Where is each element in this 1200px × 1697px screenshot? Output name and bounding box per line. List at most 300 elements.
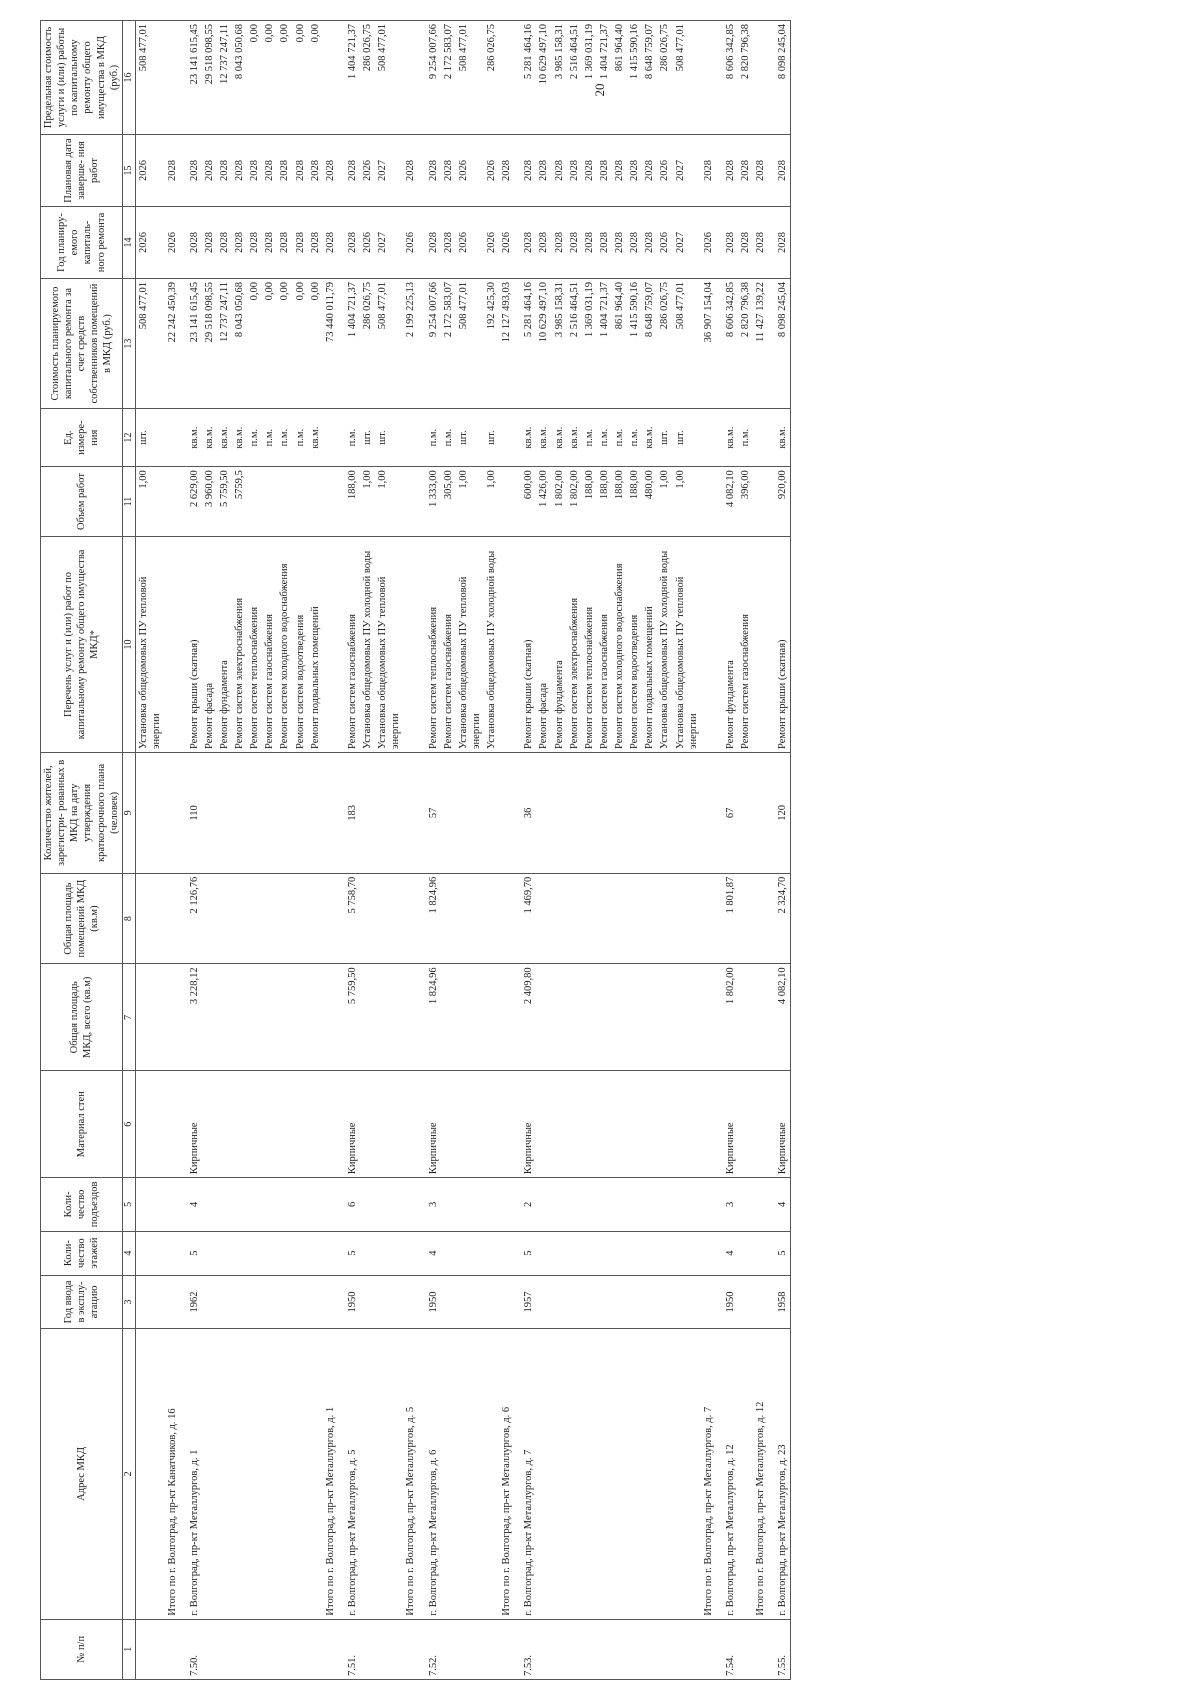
cell-col-13: 8 043 050,68 — [232, 279, 247, 409]
column-number: 15 — [122, 134, 136, 206]
cell-col-14: 2028 — [202, 206, 217, 278]
cell-col-16: 286 026,75 — [360, 21, 375, 135]
work-item-row — [567, 21, 582, 1680]
cell-col-8 — [499, 873, 514, 964]
cell-col-3 — [701, 1275, 716, 1328]
cell-col-5 — [536, 1178, 551, 1231]
cell-col-5 — [673, 1178, 701, 1231]
cell-col-14: 2028 — [753, 206, 768, 278]
cell-col-16: 286 026,75 — [484, 21, 499, 135]
cell-col-15: 2028 — [738, 134, 753, 206]
cell-col-7 — [738, 964, 753, 1071]
cell-col-3 — [202, 1275, 217, 1328]
cell-col-6: Кирпичные — [180, 1071, 202, 1178]
cell-col-11: 1 802,00 — [567, 467, 582, 537]
cell-col-8 — [753, 873, 768, 964]
cell-col-10: Установка общедомовых ПУ холодной воды — [360, 536, 375, 752]
cell-col-4 — [360, 1231, 375, 1275]
cell-col-2 — [642, 1329, 657, 1619]
cell-col-11 — [293, 467, 308, 537]
cell-col-13: 2 172 583,07 — [441, 279, 456, 409]
cell-col-11: 188,00 — [627, 467, 642, 537]
cell-col-2 — [567, 1329, 582, 1619]
cell-col-12: п.м. — [293, 409, 308, 467]
cell-col-16: 8 043 050,68 — [232, 21, 247, 135]
work-item-row — [360, 21, 375, 1680]
cell-col-16 — [403, 21, 418, 135]
cell-col-9 — [627, 752, 642, 873]
cell-col-1 — [136, 1619, 165, 1679]
cell-col-7: 4 082,10 — [768, 964, 791, 1071]
cell-col-3 — [657, 1275, 672, 1328]
cell-col-10: Ремонт систем газоснабжения — [338, 536, 360, 752]
cell-col-15: 2028 — [247, 134, 262, 206]
cell-col-1 — [323, 1619, 338, 1679]
cell-col-11: 188,00 — [582, 467, 597, 537]
cell-col-3: 1958 — [768, 1275, 791, 1328]
cell-col-11: 188,00 — [612, 467, 627, 537]
header-col-1: № п/п — [41, 1619, 123, 1679]
cell-col-7 — [232, 964, 247, 1071]
cell-col-5 — [567, 1178, 582, 1231]
cell-col-12: кв.м. — [716, 409, 738, 467]
cell-col-8: 1 469,70 — [514, 873, 536, 964]
cell-col-8 — [136, 873, 165, 964]
total-row — [323, 21, 338, 1680]
cell-col-4 — [202, 1231, 217, 1275]
cell-col-7 — [217, 964, 232, 1071]
cell-col-3: 1950 — [716, 1275, 738, 1328]
cell-col-7 — [499, 964, 514, 1071]
work-item-row — [536, 21, 551, 1680]
cell-col-8: 1 824,96 — [419, 873, 441, 964]
cell-col-13: 73 440 011,79 — [323, 279, 338, 409]
cell-col-9 — [536, 752, 551, 873]
cell-col-11 — [277, 467, 292, 537]
cell-col-14: 2026 — [165, 206, 180, 278]
cell-col-12 — [753, 409, 768, 467]
cell-col-8 — [360, 873, 375, 964]
table-body — [136, 21, 791, 1680]
cell-col-13: 508 477,01 — [136, 279, 165, 409]
cell-col-1 — [552, 1619, 567, 1679]
cell-col-5 — [308, 1178, 323, 1231]
cell-col-10: Ремонт систем водоотведения — [627, 536, 642, 752]
column-number: 1 — [122, 1619, 136, 1679]
cell-col-3 — [642, 1275, 657, 1328]
work-item-row — [627, 21, 642, 1680]
cell-col-2: г. Волгоград, пр-кт Металлургов, д. 23 — [768, 1329, 791, 1619]
cell-col-14: 2028 — [308, 206, 323, 278]
cell-col-8 — [441, 873, 456, 964]
cell-col-5 — [232, 1178, 247, 1231]
cell-col-5 — [375, 1178, 403, 1231]
cell-col-11 — [308, 467, 323, 537]
total-row — [499, 21, 514, 1680]
cell-col-8 — [484, 873, 499, 964]
work-item-row — [552, 21, 567, 1680]
cell-col-12: шт. — [136, 409, 165, 467]
cell-col-5 — [582, 1178, 597, 1231]
column-number: 2 — [122, 1329, 136, 1619]
cell-col-5 — [484, 1178, 499, 1231]
cell-col-5 — [701, 1178, 716, 1231]
column-number: 13 — [122, 279, 136, 409]
cell-col-9 — [567, 752, 582, 873]
cell-col-8 — [552, 873, 567, 964]
cell-col-7 — [673, 964, 701, 1071]
cell-col-15: 2026 — [360, 134, 375, 206]
cell-col-1 — [536, 1619, 551, 1679]
house-row — [716, 21, 738, 1680]
cell-col-12 — [323, 409, 338, 467]
cell-col-11: 1,00 — [456, 467, 484, 537]
cell-col-11: 1,00 — [657, 467, 672, 537]
cell-col-2: Итого по г. Волгоград, пр-кт Металлургов, д. 6 — [499, 1329, 514, 1619]
header-col-5: Коли- чество подъездов — [41, 1178, 123, 1231]
cell-col-13: 508 477,01 — [375, 279, 403, 409]
cell-col-4 — [247, 1231, 262, 1275]
cell-col-1 — [360, 1619, 375, 1679]
cell-col-5 — [456, 1178, 484, 1231]
cell-col-4 — [262, 1231, 277, 1275]
cell-col-12 — [403, 409, 418, 467]
cell-col-4 — [217, 1231, 232, 1275]
cell-col-16 — [499, 21, 514, 135]
cell-col-8 — [657, 873, 672, 964]
cell-col-5 — [360, 1178, 375, 1231]
cell-col-9: 183 — [338, 752, 360, 873]
cell-col-8 — [582, 873, 597, 964]
cell-col-6: Кирпичные — [514, 1071, 536, 1178]
cell-col-3: 1950 — [419, 1275, 441, 1328]
cell-col-6 — [293, 1071, 308, 1178]
cell-col-7 — [375, 964, 403, 1071]
cell-col-6 — [701, 1071, 716, 1178]
cell-col-5: 4 — [768, 1178, 791, 1231]
cell-col-15: 2026 — [484, 134, 499, 206]
cell-col-8 — [323, 873, 338, 964]
cell-col-14: 2028 — [514, 206, 536, 278]
cell-col-11: 4 082,10 — [716, 467, 738, 537]
header-col-11: Объем работ — [41, 467, 123, 537]
cell-col-2 — [202, 1329, 217, 1619]
cell-col-1 — [441, 1619, 456, 1679]
cell-col-16: 508 477,01 — [456, 21, 484, 135]
cell-col-2 — [738, 1329, 753, 1619]
cell-col-4 — [657, 1231, 672, 1275]
cell-col-15: 2028 — [582, 134, 597, 206]
cell-col-14: 2028 — [627, 206, 642, 278]
total-row — [165, 21, 180, 1680]
work-item-row — [456, 21, 484, 1680]
cell-col-7 — [567, 964, 582, 1071]
work-item-row — [657, 21, 672, 1680]
cell-col-2: г. Волгоград, пр-кт Металлургов, д. 6 — [419, 1329, 441, 1619]
cell-col-12: шт. — [360, 409, 375, 467]
cell-col-15: 2028 — [499, 134, 514, 206]
cell-col-11: 920,00 — [768, 467, 791, 537]
cell-col-9 — [277, 752, 292, 873]
cell-col-16: 10 629 497,10 — [536, 21, 551, 135]
cell-col-13: 3 985 158,31 — [552, 279, 567, 409]
cell-col-4: 4 — [716, 1231, 738, 1275]
cell-col-9 — [293, 752, 308, 873]
cell-col-16: 0,00 — [262, 21, 277, 135]
cell-col-11: 5 759,50 — [217, 467, 232, 537]
cell-col-8 — [673, 873, 701, 964]
cell-col-11: 1,00 — [673, 467, 701, 537]
work-item-row — [136, 21, 165, 1680]
cell-col-4 — [567, 1231, 582, 1275]
cell-col-5 — [202, 1178, 217, 1231]
cell-col-10: Ремонт подвальных помещений — [308, 536, 323, 752]
cell-col-5 — [738, 1178, 753, 1231]
header-col-7: Общая площадь МКД, всего (кв.м) — [41, 964, 123, 1071]
cell-col-1 — [627, 1619, 642, 1679]
cell-col-16: 12 737 247,11 — [217, 21, 232, 135]
cell-col-15: 2028 — [441, 134, 456, 206]
cell-col-3 — [360, 1275, 375, 1328]
cell-col-9 — [657, 752, 672, 873]
cell-col-16: 0,00 — [277, 21, 292, 135]
cell-col-3 — [375, 1275, 403, 1328]
cell-col-1 — [738, 1619, 753, 1679]
cell-col-2 — [262, 1329, 277, 1619]
cell-col-2 — [484, 1329, 499, 1619]
cell-col-16 — [701, 21, 716, 135]
cell-col-10: Ремонт фундамента — [552, 536, 567, 752]
cell-col-4 — [136, 1231, 165, 1275]
house-row — [180, 21, 202, 1680]
cell-col-10: Ремонт систем водоотведения — [293, 536, 308, 752]
cell-col-7: 2 409,80 — [514, 964, 536, 1071]
cell-col-9 — [484, 752, 499, 873]
work-item-row — [484, 21, 499, 1680]
header-col-8: Общая площадь помещений МКД (кв.м) — [41, 873, 123, 964]
cell-col-14: 2026 — [456, 206, 484, 278]
cell-col-10: Ремонт систем газоснабжения — [262, 536, 277, 752]
total-row — [701, 21, 716, 1680]
cell-col-2 — [456, 1329, 484, 1619]
cell-col-10: Ремонт фасада — [202, 536, 217, 752]
cell-col-5 — [293, 1178, 308, 1231]
work-item-row — [582, 21, 597, 1680]
cell-col-13: 1 369 031,19 — [582, 279, 597, 409]
work-item-row — [308, 21, 323, 1680]
cell-col-12: п.м. — [612, 409, 627, 467]
cell-col-8: 2 324,70 — [768, 873, 791, 964]
cell-col-6: Кирпичные — [419, 1071, 441, 1178]
cell-col-6 — [753, 1071, 768, 1178]
cell-col-16: 23 141 615,45 — [180, 21, 202, 135]
cell-col-7 — [612, 964, 627, 1071]
cell-col-9 — [375, 752, 403, 873]
cell-col-10 — [165, 536, 180, 752]
cell-col-7 — [403, 964, 418, 1071]
cell-col-16: 508 477,01 — [375, 21, 403, 135]
cell-col-4 — [642, 1231, 657, 1275]
cell-col-2 — [597, 1329, 612, 1619]
cell-col-3: 1957 — [514, 1275, 536, 1328]
cell-col-12: кв.м. — [514, 409, 536, 467]
cell-col-11: 2 629,00 — [180, 467, 202, 537]
work-item-row — [375, 21, 403, 1680]
cell-col-1 — [456, 1619, 484, 1679]
cell-col-7 — [293, 964, 308, 1071]
cell-col-13: 10 629 497,10 — [536, 279, 551, 409]
cell-col-5 — [612, 1178, 627, 1231]
header-col-14: Год планиру- емого капиталь- ного ремонта — [41, 206, 123, 278]
cell-col-10: Ремонт систем теплоснабжения — [582, 536, 597, 752]
cell-col-8 — [217, 873, 232, 964]
cell-col-6 — [165, 1071, 180, 1178]
cell-col-5 — [277, 1178, 292, 1231]
cell-col-1 — [262, 1619, 277, 1679]
cell-col-10 — [499, 536, 514, 752]
cell-col-15: 2028 — [180, 134, 202, 206]
cell-col-2: г. Волгоград, пр-кт Металлургов, д. 5 — [338, 1329, 360, 1619]
cell-col-2 — [308, 1329, 323, 1619]
cell-col-5: 3 — [419, 1178, 441, 1231]
cell-col-4 — [499, 1231, 514, 1275]
cell-col-10: Ремонт систем теплоснабжения — [247, 536, 262, 752]
cell-col-12: п.м. — [627, 409, 642, 467]
header-col-9: Количество жителей, зарегистри- рованных в МКД на дату утверждения краткосрочного плана (человек) — [41, 752, 123, 873]
cell-col-9 — [247, 752, 262, 873]
cell-col-9: 67 — [716, 752, 738, 873]
cell-col-15: 2028 — [262, 134, 277, 206]
cell-col-9: 120 — [768, 752, 791, 873]
cell-col-13: 8 098 245,04 — [768, 279, 791, 409]
cell-col-9 — [642, 752, 657, 873]
cell-col-13: 12 127 493,03 — [499, 279, 514, 409]
cell-col-10: Установка общедомовых ПУ тепловой энергии — [136, 536, 165, 752]
cell-col-1 — [277, 1619, 292, 1679]
cell-col-10: Ремонт систем газоснабжения — [597, 536, 612, 752]
cell-col-8 — [597, 873, 612, 964]
cell-col-15: 2028 — [293, 134, 308, 206]
cell-col-8 — [165, 873, 180, 964]
cell-col-12: п.м. — [338, 409, 360, 467]
cell-col-1 — [375, 1619, 403, 1679]
page-number: 20 — [592, 83, 607, 97]
cell-col-11 — [701, 467, 716, 537]
cell-col-12: п.м. — [597, 409, 612, 467]
cell-col-4 — [552, 1231, 567, 1275]
cell-col-14: 2027 — [673, 206, 701, 278]
cell-col-1: 7.55. — [768, 1619, 791, 1679]
cell-col-13: 2 199 225,13 — [403, 279, 418, 409]
cell-col-1: 7.54. — [716, 1619, 738, 1679]
cell-col-13: 9 254 007,66 — [419, 279, 441, 409]
cell-col-15: 2028 — [753, 134, 768, 206]
cell-col-16: 508 477,01 — [136, 21, 165, 135]
cell-col-6 — [375, 1071, 403, 1178]
cell-col-13: 192 425,30 — [484, 279, 499, 409]
cell-col-8 — [627, 873, 642, 964]
cell-col-11 — [165, 467, 180, 537]
cell-col-15: 2028 — [627, 134, 642, 206]
cell-col-1 — [499, 1619, 514, 1679]
rotated-page — [40, 20, 1160, 1680]
cell-col-8: 2 126,76 — [180, 873, 202, 964]
cell-col-10: Установка общедомовых ПУ тепловой энергии — [375, 536, 403, 752]
column-number-row — [122, 21, 136, 1680]
cell-col-3 — [627, 1275, 642, 1328]
cell-col-8 — [701, 873, 716, 964]
cell-col-14: 2028 — [567, 206, 582, 278]
cell-col-12: шт. — [375, 409, 403, 467]
total-row — [403, 21, 418, 1680]
cell-col-6 — [597, 1071, 612, 1178]
cell-col-15: 2028 — [165, 134, 180, 206]
cell-col-14: 2028 — [552, 206, 567, 278]
house-row — [514, 21, 536, 1680]
cell-col-9 — [582, 752, 597, 873]
cell-col-4 — [738, 1231, 753, 1275]
cell-col-10: Ремонт систем газоснабжения — [738, 536, 753, 752]
cell-col-4 — [323, 1231, 338, 1275]
header-col-6: Материал стен — [41, 1071, 123, 1178]
cell-col-3 — [247, 1275, 262, 1328]
cell-col-2 — [612, 1329, 627, 1619]
cell-col-5 — [441, 1178, 456, 1231]
cell-col-13: 8 606 342,85 — [716, 279, 738, 409]
cell-col-7: 5 759,50 — [338, 964, 360, 1071]
house-row — [419, 21, 441, 1680]
cell-col-13: 1 404 721,37 — [338, 279, 360, 409]
cell-col-15: 2028 — [567, 134, 582, 206]
cell-col-16: 9 254 007,66 — [419, 21, 441, 135]
cell-col-9: 110 — [180, 752, 202, 873]
cell-col-13: 286 026,75 — [360, 279, 375, 409]
cell-col-12: п.м. — [582, 409, 597, 467]
cell-col-8 — [232, 873, 247, 964]
cell-col-3 — [293, 1275, 308, 1328]
cell-col-15: 2026 — [657, 134, 672, 206]
cell-col-4 — [277, 1231, 292, 1275]
cell-col-10: Установка общедомовых ПУ тепловой энергии — [456, 536, 484, 752]
cell-col-14: 2028 — [642, 206, 657, 278]
cell-col-9 — [456, 752, 484, 873]
cell-col-10: Ремонт крыши (скатная) — [768, 536, 791, 752]
cell-col-11 — [262, 467, 277, 537]
cell-col-3 — [536, 1275, 551, 1328]
total-row — [753, 21, 768, 1680]
cell-col-14: 2028 — [262, 206, 277, 278]
cell-col-1 — [403, 1619, 418, 1679]
cell-col-3 — [499, 1275, 514, 1328]
cell-col-6 — [308, 1071, 323, 1178]
cell-col-14: 2027 — [375, 206, 403, 278]
cell-col-4 — [403, 1231, 418, 1275]
cell-col-7: 3 228,12 — [180, 964, 202, 1071]
cell-col-16: 861 964,40 — [612, 21, 627, 135]
cell-col-9 — [612, 752, 627, 873]
cell-col-3 — [753, 1275, 768, 1328]
cell-col-16 — [165, 21, 180, 135]
cell-col-13: 2 820 796,38 — [738, 279, 753, 409]
work-item-row — [441, 21, 456, 1680]
cell-col-6 — [323, 1071, 338, 1178]
cell-col-11: 305,00 — [441, 467, 456, 537]
cell-col-3 — [308, 1275, 323, 1328]
cell-col-2 — [657, 1329, 672, 1619]
cell-col-4: 5 — [180, 1231, 202, 1275]
cell-col-3 — [441, 1275, 456, 1328]
cell-col-9 — [441, 752, 456, 873]
